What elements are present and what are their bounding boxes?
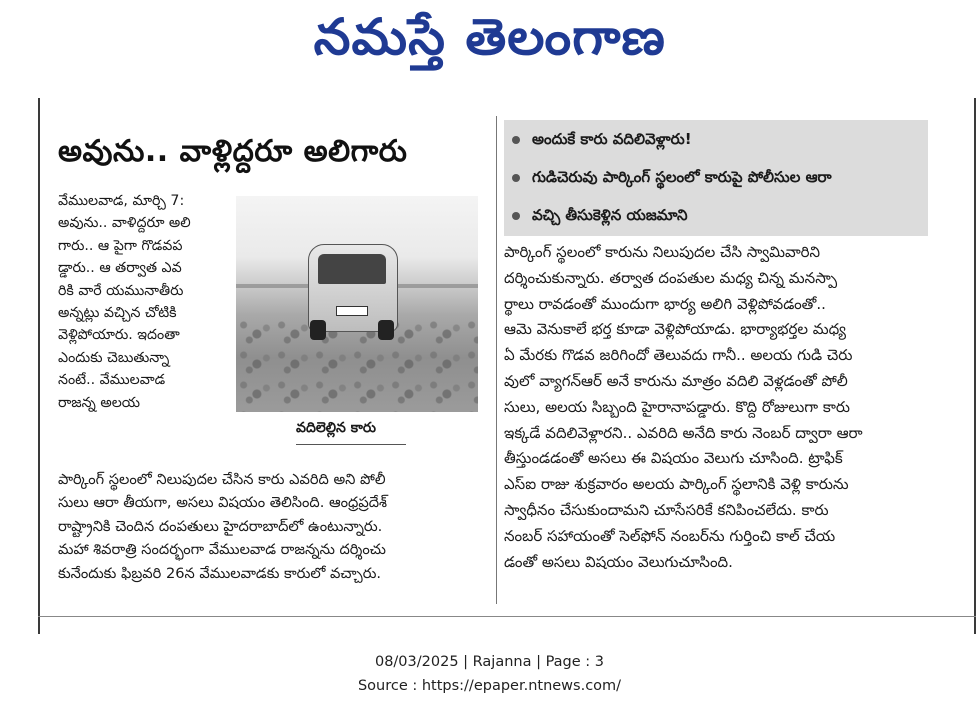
text-line: వెళ్లిపోయారు. ఇదంతా: [58, 327, 180, 344]
text-line: నంటే.. వేములవాడ: [58, 372, 166, 389]
text-line: అన్నట్లు వచ్చిన చోటికి: [58, 305, 177, 322]
footer-date-edition: 08/03/2025 | Rajanna | Page : 3: [374, 654, 605, 670]
text-line: రికి వారే యమునాతీరు: [58, 282, 184, 299]
car-number-plate: [336, 306, 368, 316]
footer-source: Source : https://epaper.ntnews.com/: [357, 678, 622, 694]
text-line: ఎస్ఐ రాజు శుక్రవారం అలయ పార్కింగ్ స్థలానికి వెళ్లి కారును: [504, 475, 849, 494]
bullet-icon: [512, 136, 520, 144]
text-line: వేములవాడ, మార్చి 7:: [58, 193, 185, 209]
text-line: సులు, అలయ సిబ్బంది హైరానాపడ్డారు. కొద్ది రోజులుగా కారు: [504, 397, 850, 416]
text-line: తీస్తుండడంతో అసలు ఈ విషయం వెలుగు చూసింది. ట్రాఫిక్: [504, 449, 843, 468]
highlight-text: గుడిచెరువు పార్కింగ్ స్థలంలో కారుపై పోలీసుల ఆరా: [532, 168, 832, 186]
masthead: [0, 4, 979, 76]
right-border: [974, 98, 976, 634]
left-column-text: [58, 190, 234, 414]
photo-caption: వదిలెల్లిన కారు: [296, 420, 377, 436]
text-line: డంతో అసలు విషయం వెలుగుచూసింది.: [504, 552, 733, 571]
text-line: ఆమె వెనుకాలే భర్త కూడా వెళ్లిపోయాడు. భార్యాభర్తల మధ్య: [504, 320, 847, 339]
text-line: గారు.. ఆ పైగా గొడవప: [58, 237, 183, 254]
article-headline: అవును.. వాళ్లిద్దరూ అలిగారు: [58, 134, 408, 169]
right-column-text: [504, 240, 928, 575]
bullet-icon: [512, 174, 520, 182]
text-line: ఏ మేరకు గొడవ జరిగిందో తెలువదు గానీ.. అలయ గుడి చెరు: [504, 346, 853, 365]
bottom-rule: [38, 616, 976, 617]
text-line: వులో వ్యాగన్‌ఆర్ అనే కారును మాత్రం వదిలి వెళ్లడంతో పోలీ: [504, 371, 848, 390]
car-wheel: [378, 320, 394, 340]
text-line: కునేందుకు ఫిబ్రవరి 26న వేములవాడకు కారులో వచ్చారు.: [58, 564, 382, 582]
text-line: డ్డారు.. ఆ తర్వాత ఎవ: [58, 260, 182, 277]
car-wheel: [310, 320, 326, 340]
text-line: ఇక్కడే వదిలివెళ్లారని.. ఎవరిది అనేది కారు నెంబర్ ద్వారా ఆరా: [504, 423, 863, 442]
highlights-box: [504, 120, 928, 236]
text-line: అవును.. వాళిద్దరూ అలి: [58, 215, 191, 232]
left-border: [38, 98, 40, 634]
caption-underline: [296, 444, 406, 445]
text-line: రాజన్న అలయ: [58, 394, 141, 411]
text-line: ఎందుకు చెబుతున్నా: [58, 349, 170, 366]
highlight-item: [512, 168, 832, 190]
text-line: స్వాధీనం చేసుకుందామని చూసేసరికే కనిపించలేదు. కారు: [504, 500, 829, 519]
newspaper-logo: నమస్తే తెలంగాణ: [313, 8, 666, 66]
text-line: నంబర్ సహాయంతో సెల్‌ఫోన్ నంబర్‌ను గుర్తించి కాల్ చేయ: [504, 526, 836, 545]
article-clipping: [38, 98, 979, 638]
highlight-item: [512, 130, 692, 152]
car-windshield: [318, 254, 386, 284]
car-photo: [236, 196, 478, 412]
bullet-icon: [512, 212, 520, 220]
highlight-text: వచ్చి తీసుకెళ్లిన యజమాని: [532, 206, 688, 224]
text-line: మహా శివరాత్రి సందర్భంగా వేములవాడ రాజన్నను దర్శించు: [58, 541, 386, 559]
text-line: దర్శించుకున్నారు. తర్వాత దంపతుల మధ్య చిన్న మనస్పా: [504, 268, 838, 287]
text-line: రాష్ట్రానికి చెందిన దంపతులు హైదరాబాద్‌లో ఉంటున్నారు.: [58, 517, 383, 535]
full-width-text: [58, 468, 508, 585]
text-line: సులు ఆరా తీయగా, అసలు విషయం తెలిసింది. ఆంధ్రప్రదేశ్: [58, 494, 388, 512]
highlight-text: అందుకే కారు వదిలివెళ్లారు!: [532, 130, 692, 148]
text-line: పార్కింగ్ స్థలంలో కారును నిలుపుదల చేసి స్వామివారిని: [504, 243, 821, 261]
highlight-item: [512, 206, 688, 228]
text-line: పార్కింగ్ స్థలంలో నిలుపుదల చేసిన కారు ఎవరిది అని పోలీ: [58, 471, 386, 488]
text-line: ర్థాలు రావడంతో ముందుగా భార్య అలిగి వెళ్లిపోవడంతో..: [504, 294, 826, 313]
